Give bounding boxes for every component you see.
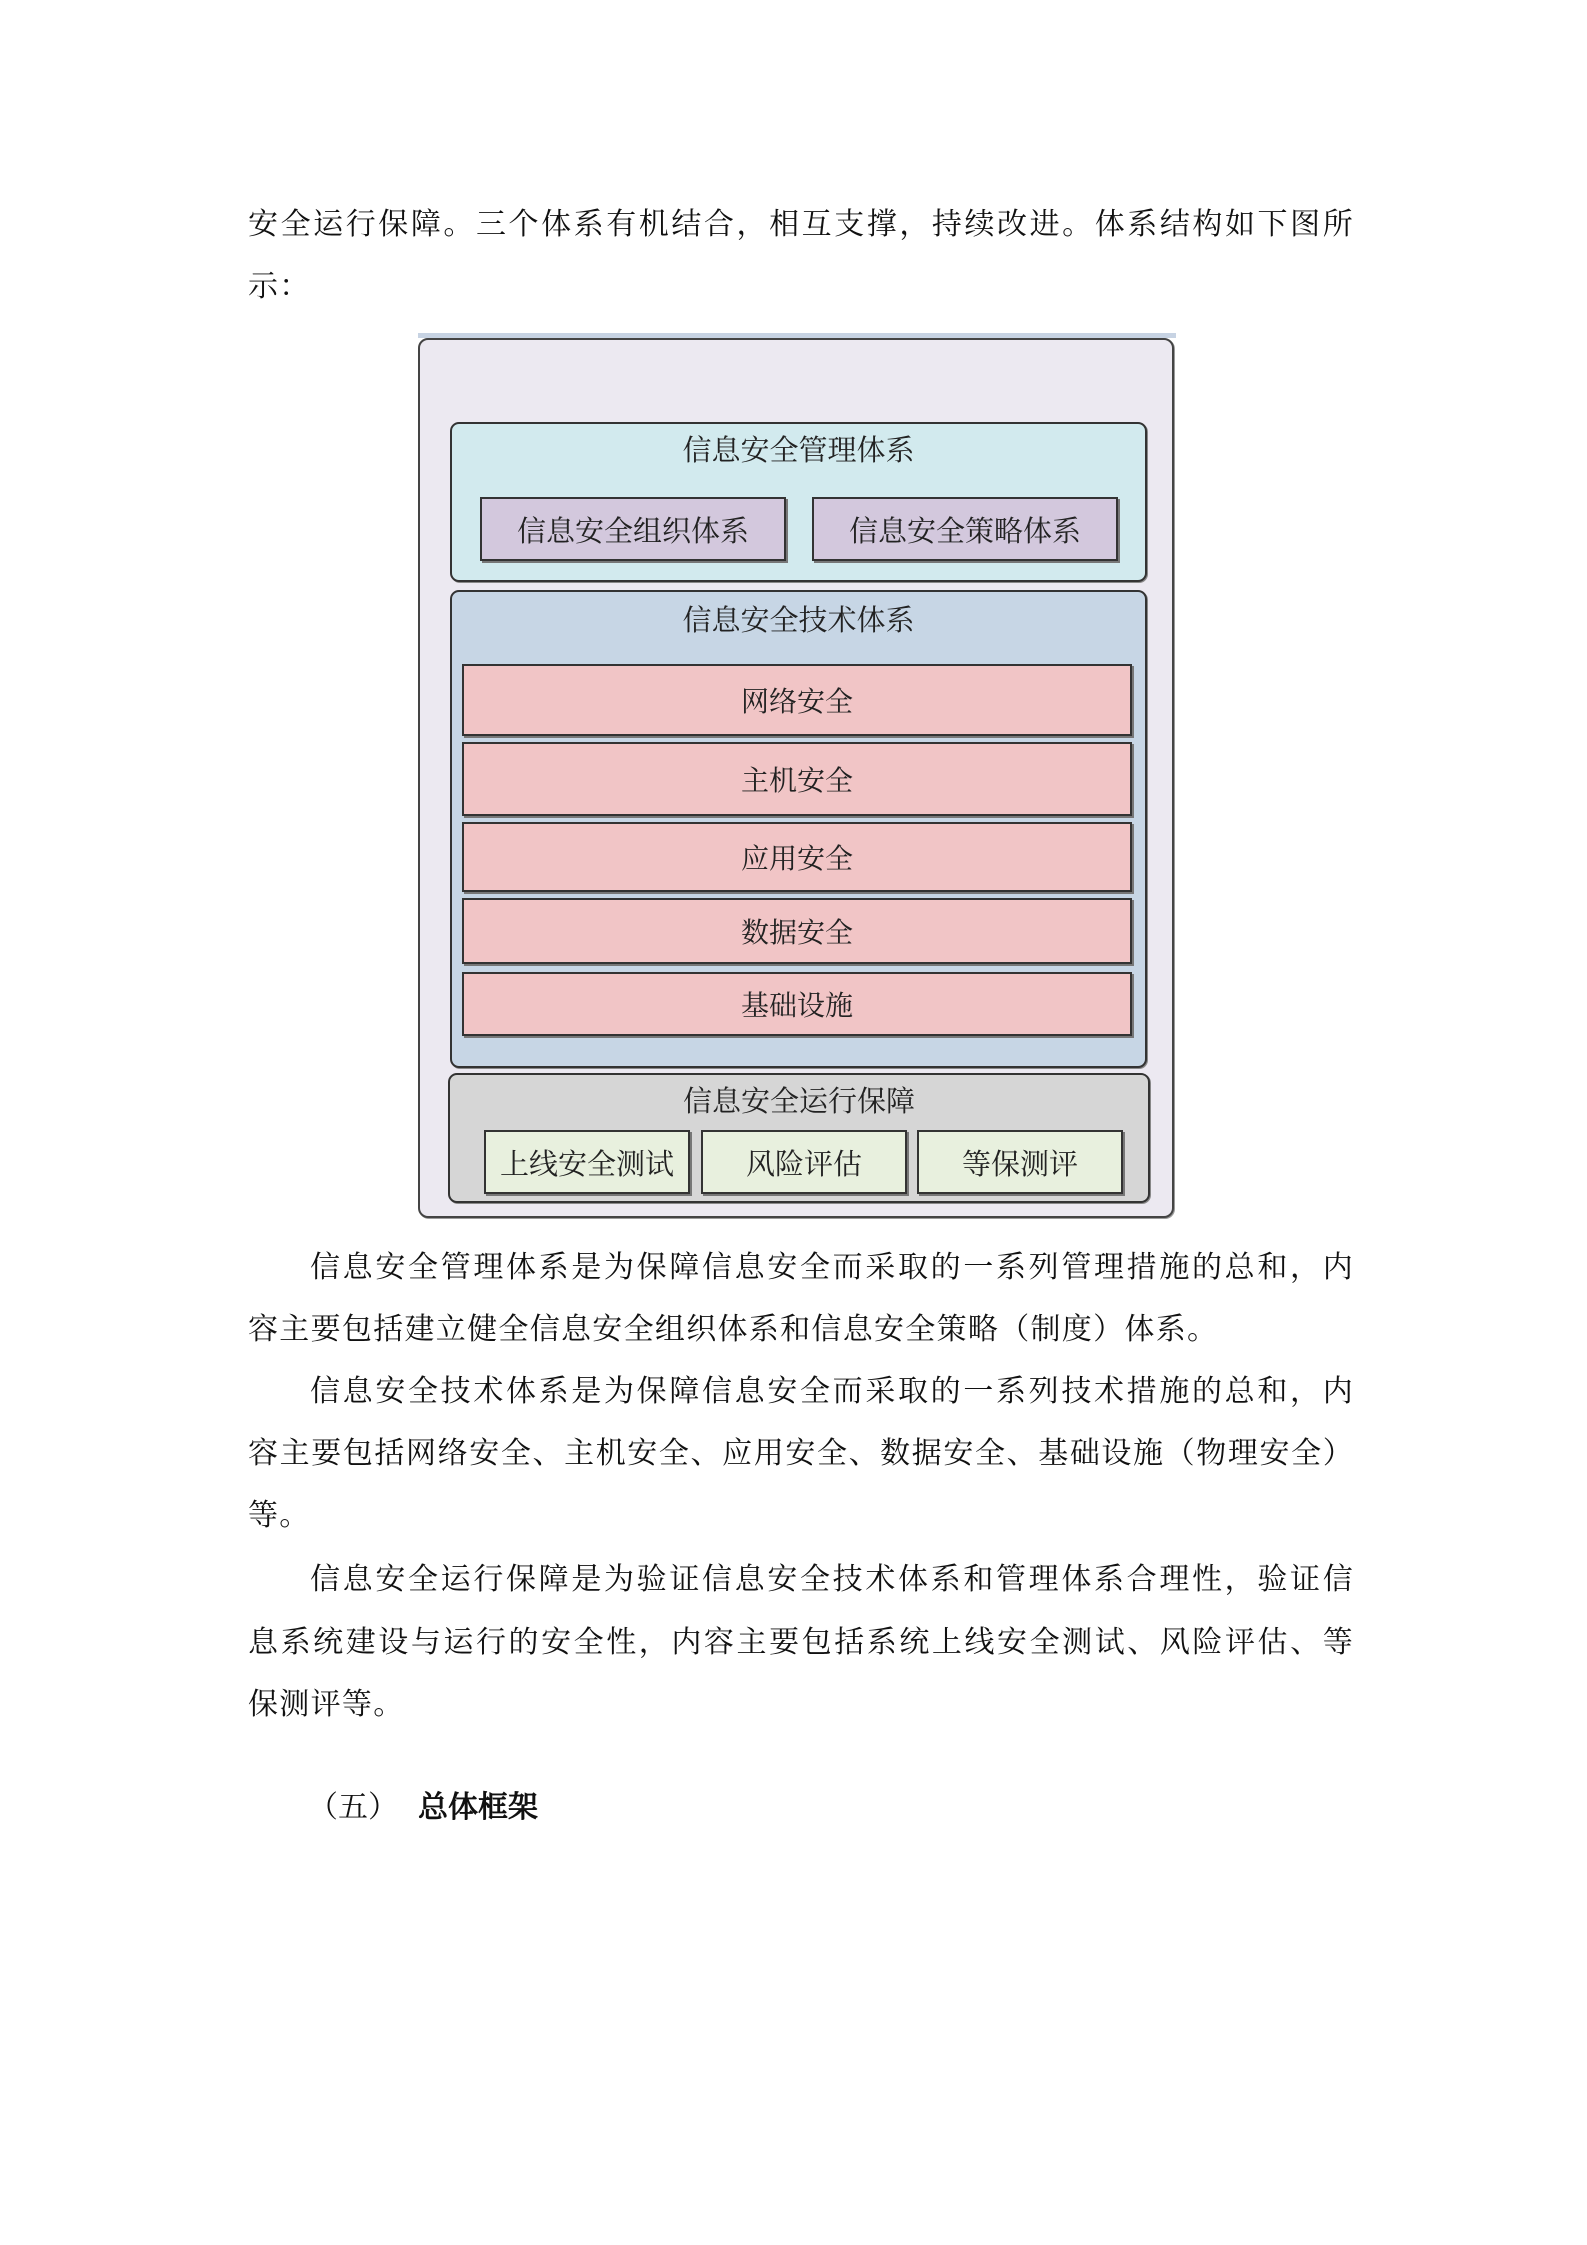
management-system-box <box>450 422 1147 582</box>
launch-security-test-box: 上线安全测试 <box>484 1130 690 1194</box>
paragraph-operations-line-2: 息系统建设与运行的安全性，内容主要包括系统上线安全测试、风险评估、等 <box>248 1625 1354 1660</box>
paragraph-management-line-1: 信息安全管理体系是为保障信息安全而采取的一系列管理措施的总和，内 <box>310 1250 1354 1285</box>
organization-system-box: 信息安全组织体系 <box>480 497 786 561</box>
data-security-row: 数据安全 <box>462 898 1132 964</box>
infrastructure-row: 基础设施 <box>462 972 1132 1036</box>
operations-assurance-box <box>448 1073 1150 1203</box>
section-title: 总体框架 <box>418 1790 538 1825</box>
paragraph-technology-line-1: 信息安全技术体系是为保障信息安全而采取的一系列技术措施的总和，内 <box>310 1374 1354 1409</box>
intro-line-1: 安全运行保障。三个体系有机结合，相互支撑，持续改进。体系结构如下图所 <box>248 207 1354 242</box>
network-security-row: 网络安全 <box>462 664 1132 736</box>
section-number: （五） <box>308 1790 398 1825</box>
paragraph-operations-line-3: 保测评等。 <box>248 1687 405 1722</box>
technology-system-title: 信息安全技术体系 <box>682 603 915 637</box>
application-security-row: 应用安全 <box>462 822 1132 892</box>
intro-line-2: 示： <box>248 269 311 304</box>
host-security-row: 主机安全 <box>462 742 1132 816</box>
paragraph-technology-line-2: 容主要包括网络安全、主机安全、应用安全、数据安全、基础设施（物理安全） <box>248 1436 1354 1471</box>
paragraph-technology-line-3: 等。 <box>248 1498 311 1533</box>
classified-protection-assessment-box: 等保测评 <box>917 1130 1123 1194</box>
technology-system-box <box>450 590 1147 1068</box>
policy-system-box: 信息安全策略体系 <box>812 497 1118 561</box>
paragraph-operations-line-1: 信息安全运行保障是为验证信息安全技术体系和管理体系合理性，验证信 <box>310 1562 1354 1597</box>
paragraph-management-line-2: 容主要包括建立健全信息安全组织体系和信息安全策略（制度）体系。 <box>248 1312 1219 1347</box>
risk-assessment-box: 风险评估 <box>701 1130 907 1194</box>
management-system-title: 信息安全管理体系 <box>682 433 915 467</box>
operations-assurance-title: 信息安全运行保障 <box>682 1084 915 1118</box>
